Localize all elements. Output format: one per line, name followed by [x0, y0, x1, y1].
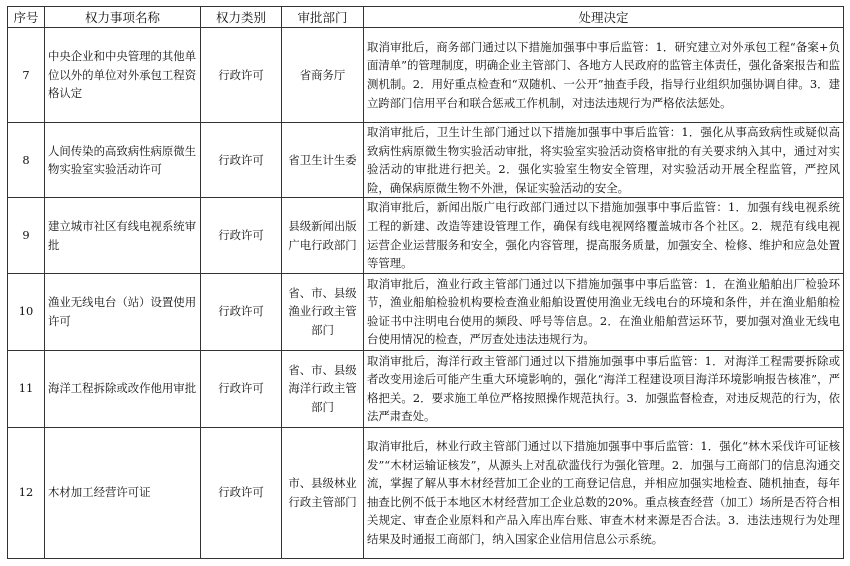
row-decision: 取消审批后，新闻出版广电行政部门通过以下措施加强事中事后监管：1．加强有线电视系统工程的新建、改造等建设管理工作，确保有线电视网络覆盖城市各个社区。2．规范有线电视运营企业运营服务和安全，强化内容管理，提高服务质量，加强安全、检修、维护和应急处置等管理。: [364, 198, 844, 273]
row-decision: 取消审批后，林业行政主管部门通过以下措施加强事中事后监管：1．强化“林木采伐许可证核发”“木材运输证核发”，从源头上对乱砍滥伐行为强化管理。2．加强与工商部门的信息沟通交流，掌握了解从事木材经营加工企业的工商登记信息，并相应加强实地检查、随机抽查，每年抽查比例不低于本地区木材经营加工企业总数的20%。重点核查经营（加工）场所是否符合相关规定、审查企业原料和产品入库出库台账、审查木材来源是否合法。3．违法违规行为处理结果及时通报工商部门，纳入国家企业信用信息公示系统。: [364, 427, 844, 558]
header-category: 权力类别: [201, 7, 282, 28]
header-no: 序号: [8, 7, 45, 28]
row-decision: 取消审批后，渔业行政主管部门通过以下措施加强事中事后监管：1．在渔业船舶出厂检验环节，渔业船舶检验机构要检查渔业船舶设置使用渔业无线电台的环境和条件，并在渔业船舶检验证书中注明电台使用的频段、呼号等信息。2．在渔业船舶营运环节，要加强对渔业无线电台使用情况的检查，严厉查处违法违规行为。: [364, 273, 844, 350]
table-row: [8, 123, 844, 198]
row-department: 省卫生计生委: [282, 123, 364, 198]
row-no: 7: [8, 28, 45, 123]
table-row: [8, 427, 844, 558]
row-category: 行政许可: [201, 123, 282, 198]
row-no: 10: [8, 273, 45, 350]
row-name: 渔业无线电台（站）设置使用许可: [45, 273, 201, 350]
row-category: 行政许可: [201, 427, 282, 558]
row-name: 人间传染的高致病性病原微生物实验室实验活动许可: [45, 123, 201, 198]
table-row: [8, 273, 844, 350]
row-no: 11: [8, 350, 45, 427]
row-department: 县级新闻出版广电行政部门: [282, 198, 364, 273]
row-category: 行政许可: [201, 28, 282, 123]
table-row: [8, 350, 844, 427]
row-department: 省商务厅: [282, 28, 364, 123]
header-decision: 处理决定: [364, 7, 844, 28]
header-department: 审批部门: [282, 7, 364, 28]
header-name: 权力事项名称: [45, 7, 201, 28]
row-category: 行政许可: [201, 273, 282, 350]
table-row: [8, 28, 844, 123]
row-decision: 取消审批后，商务部门通过以下措施加强事中事后监管：1．研究建立对外承包工程“备案+负面清单”的管理制度，明确企业主管部门、各地方人民政府的监管主体责任，强化备案报告和监测机制。2．用好重点检查和“双随机、一公开”抽查手段，指导行业组织加强协调自律。3．建立跨部门信用平台和联合惩戒工作机制，对违法违规行为严格依法惩处。: [364, 28, 844, 123]
row-name: 海洋工程拆除或改作他用审批: [45, 350, 201, 427]
table-row: [8, 198, 844, 273]
authority-matters-table: [7, 6, 844, 559]
row-no: 9: [8, 198, 45, 273]
row-category: 行政许可: [201, 198, 282, 273]
row-name: 建立城市社区有线电视系统审批: [45, 198, 201, 273]
table-header-row: [8, 7, 844, 28]
row-no: 8: [8, 123, 45, 198]
row-decision: 取消审批后，卫生计生部门通过以下措施加强事中事后监管：1．强化从事高致病性或疑似高致病性病原微生物实验活动审批，将实验室实验活动资格审批的有关要求纳入其中，通过对实验活动的审批进行把关。2．强化实验室生物安全管理，对实验活动开展全程监管，严控风险，确保病原微生物不外泄，保证实验活动的安全。: [364, 123, 844, 198]
row-department: 省、市、县级渔业行政主管部门: [282, 273, 364, 350]
row-decision: 取消审批后，海洋行政主管部门通过以下措施加强事中事后监管：1．对海洋工程需要拆除或者改变用途后可能产生重大环境影响的，强化“海洋工程建设项目海洋环境影响报告核准”，严格把关。2．要求施工单位严格按照操作规范执行。3．加强监督检查，对违反规范的行为，依法严肃查处。: [364, 350, 844, 427]
row-name: 木材加工经营许可证: [45, 427, 201, 558]
row-category: 行政许可: [201, 350, 282, 427]
row-name: 中央企业和中央管理的其他单位以外的单位对外承包工程资格认定: [45, 28, 201, 123]
row-department: 省、市、县级海洋行政主管部门: [282, 350, 364, 427]
row-department: 市、县级林业行政主管部门: [282, 427, 364, 558]
row-no: 12: [8, 427, 45, 558]
